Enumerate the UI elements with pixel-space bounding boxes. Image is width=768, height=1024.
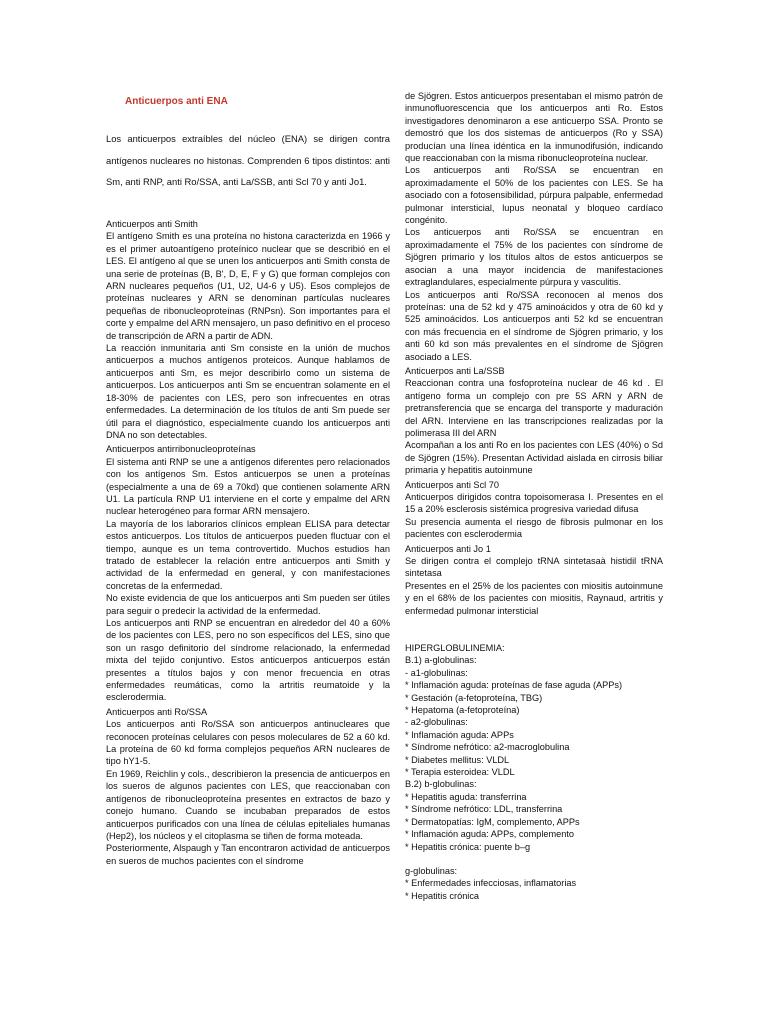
list-item: * Síndrome nefrótico: LDL, transferrina	[405, 804, 563, 815]
list-item: - a2-globulinas:	[405, 717, 468, 728]
hiperglobulinemia-list	[405, 642, 663, 902]
page-title: Anticuerpos anti ENA	[125, 96, 228, 107]
list-item	[405, 853, 663, 865]
intro-paragraph: Los anticuerpos extraíbles del núcleo (ENA) se dirigen contra antígenos nucleares no histonas. Comprenden 6 tipos distintos: anti Sm, anti RNP, anti Ro/SSA, anti La/SSB, anti Scl 70 y anti Jo1.	[106, 133, 390, 188]
paragraph: Los anticuerpos anti Ro/SSA se encuentran en aproximadamente el 50% de los pacientes con LES. Se ha asociado con a fotosensibilidad, púrpura palpable, enfermedad pulmonar intersticial, lupus neonatal y bloqueo cardíaco congénito.	[405, 165, 663, 226]
right-column	[405, 90, 663, 617]
list-item: * Hepatoma (a-fetoproteína)	[405, 705, 520, 716]
list-item: * Enfermedades infecciosas, inflamatorias	[405, 878, 577, 889]
list-item: * Dermatopatías: IgM, complemento, APPs	[405, 816, 580, 827]
list-item: - a1-globulinas:	[405, 667, 468, 678]
paragraph: Presentes en el 25% de los pacientes con miositis autoinmune y en el 68% de los pacientes con miositis, Raynaud, artritis y enfermedad pulmonar intersticial	[405, 580, 663, 616]
section-heading-smith: Anticuerpos anti Smith	[106, 219, 198, 229]
paragraph: Los anticuerpos anti Ro/SSA reconocen al menos dos proteínas: una de 52 kd y 475 aminoácidos y otra de 60 kd y 525 aminoácidos. Los anticuerpos anti 52 kd se encuentran con más frecuencia en el síndrome de Sjögren primario, y los anti 60 kd son más prevalentes en el síndrome de Sjögren asociado a LES.	[405, 289, 663, 362]
section-heading-rnp: Anticuerpos antirribonucleoproteínas	[106, 444, 256, 455]
paragraph: El sistema anti RNP se une a antígenos diferentes pero relacionados con los antígenos Sm. Estos anticuerpos se unen a proteínas (especialmente a una de 69 a 70kd) que contienen solamente ARN U1. La partícula RNP U1 interviene en el corte y empalme del ARN nuclear heterogéneo para formar ARN mensajero.	[106, 456, 390, 517]
list-item: * Gestación (a-fetoproteína, TBG)	[405, 692, 543, 703]
paragraph: La mayoría de los laborarios clínicos emplean ELISA para detectar estos anticuerpos. Los títulos de anticuerpos pueden fluctuar con el tiempo, aunque es un tema controvertido. Muchos estudios han tratado de establecer la relación entre anticuerpos anti Smith y actividad de la enfermedad en general, y con manifestaciones concretas de la enfermedad.	[106, 518, 390, 591]
list-item: * Inflamación aguda: APPs, complemento	[405, 829, 575, 840]
list-item: B.1) a-globulinas:	[405, 655, 477, 666]
section-heading-scl: Anticuerpos anti Scl 70	[405, 479, 499, 490]
list-item: g-globulinas:	[405, 865, 458, 876]
list-item: * Terapia esteroidea: VLDL	[405, 767, 515, 778]
paragraph: Acompañan a los anti Ro en los pacientes con LES (40%) o Sd de Sjögren (15%). Presentan Actividad aislada en cirrosis biliar primaria y hepatitis autoinmune	[405, 440, 663, 476]
paragraph: Reaccionan contra una fosfoproteína nuclear de 46 kd . El antígeno forma un complejo con pre 5S ARN y ARN de pretransferencia que se encarga del transporte y maduración del ARN. Interviene en las transcripciones realizadas por la polimerasa III del ARN	[405, 378, 663, 438]
paragraph: Anticuerpos dirigidos contra topoisomerasa I. Presentes en el 15 a 20% esclerosis sistémica progresiva variedad difusa	[405, 492, 663, 515]
list-item: B.2) b-globulinas:	[405, 779, 477, 790]
list-item: * Hepatitis crónica	[405, 890, 480, 901]
paragraph: No existe evidencia de que los anticuerpos anti Sm pueden ser útiles para seguir o predecir la actividad de la enfermedad.	[106, 593, 390, 616]
paragraph: Se dirigen contra el complejo tRNA sintetasaà histidil tRNA sintetasa	[405, 556, 663, 579]
paragraph: Posteriormente, Alspaugh y Tan encontraron actividad de anticuerpos en sueros de muchos pacientes con el síndrome	[106, 843, 390, 866]
left-column	[106, 216, 390, 867]
list-item: * Hepatitis crónica: puente b–g	[405, 841, 531, 852]
paragraph: La reacción inmunitaria anti Sm consiste en la unión de muchos anticuerpos a muchos antígenos proteicos. Aunque hablamos de anticuerpos anti Sm, es mejor describirlo como un sistema de anticuerpos. Los anticuerpos anti Sm se encuentran solamente en el 18-30% de pacientes con LES, pero son infrecuentes en otras enfermedades. La determinación de los títulos de anti Sm puede ser útil para el diagnóstico, especialmente cuando los anticuerpos anti DNA no son detectables.	[106, 343, 390, 440]
paragraph: En 1969, Reichlin y cols., describieron la presencia de anticuerpos en los sueros de algunos pacientes con LES, que reaccionaban con antígenos de ribonucleoproteína presentes en extractos de bazo y conejo humano. Cuando se incubaban preparados de estos anticuerpos purificados con una línea de células epiteliales humanas (Hep2), los núcleos y el citoplasma se tiñen de forma moteada.	[106, 768, 390, 841]
list-item: * Inflamación aguda: APPs	[405, 729, 514, 740]
list-item: * Diabetes mellitus: VLDL	[405, 754, 510, 765]
list-item: * Síndrome nefrótico: a2-macroglobulina	[405, 742, 570, 753]
paragraph: Su presencia aumenta el riesgo de fibrosis pulmonar en los pacientes con esclerodermia	[405, 516, 663, 540]
list-item: * Inflamación aguda: proteínas de fase aguda (APPs)	[405, 680, 623, 691]
list-item: HIPERGLOBULINEMIA:	[405, 643, 505, 653]
paragraph: Los anticuerpos anti RNP se encuentran en alrededor del 40 a 60% de los pacientes con LES, pero no son específicos del LES, sino que son un rasgo definitorio del síndrome relacionado, la enfermedad mixta del tejido conjuntivo. Estos anticuerpos anticuerpos están presentes a títulos bajos y con menor frecuencia en otras enfermedades reumáticas, como la artritis reumatoide y la esclerodermia.	[106, 618, 390, 703]
list-item: * Hepatitis aguda: transferrina	[405, 791, 527, 802]
section-heading-jo: Anticuerpos anti Jo 1	[405, 543, 491, 554]
paragraph: Los anticuerpos anti Ro/SSA son anticuerpos antinucleares que reconocen proteínas celulares con pesos moleculares de 52 a 60 kd. La proteína de 60 kd forma complejos pequeños ARN nucleares de tipo hY1-5.	[106, 719, 390, 767]
section-heading-ro: Anticuerpos anti Ro/SSA	[106, 706, 208, 717]
section-heading-la: Anticuerpos anti La/SSB	[405, 365, 505, 376]
paragraph: Los anticuerpos anti Ro/SSA se encuentran en aproximadamente el 75% de los pacientes con síndrome de Sjögren primario y los títulos altos de estos anticuerpos se asocian a una mayor incidencia de manifestaciones extraglandulares, especialmente púrpura y vasculitis.	[405, 227, 663, 288]
paragraph: El antígeno Smith es una proteína no histona caracterizda en 1966 y es el primer autoantígeno proteínico nuclear que se describió en el LES. El antígeno al que se unen los anticuerpos anti Smith consta de una serie de proteínas (B, B', D, E, F y G) que forman complejos con ARN nucleares pequeños (U1, U2, U4-6 y U5). Esos complejos de proteínas nucleares y ARN se denominan partículas nucleares pequeñas de ribonucleoproteínas (RNPsn). Son importantes para el corte y empalme del ARN mensajero, un paso definitivo en el proceso de transcripción de ARN a partir de ADN.	[106, 231, 390, 341]
paragraph: de Sjögren. Estos anticuerpos presentaban el mismo patrón de inmunofluorescencia que los anticuerpos anti Ro. Estos investigadores denominaron a ese anticuerpo SSA. Pronto se demostró que los dos sistemas de anticuerpos (Ro y SSA) producían una línea idéntica en la inmunodifusión, indicando que reaccionaban con la misma ribonucleoproteína nuclear.	[405, 91, 663, 164]
